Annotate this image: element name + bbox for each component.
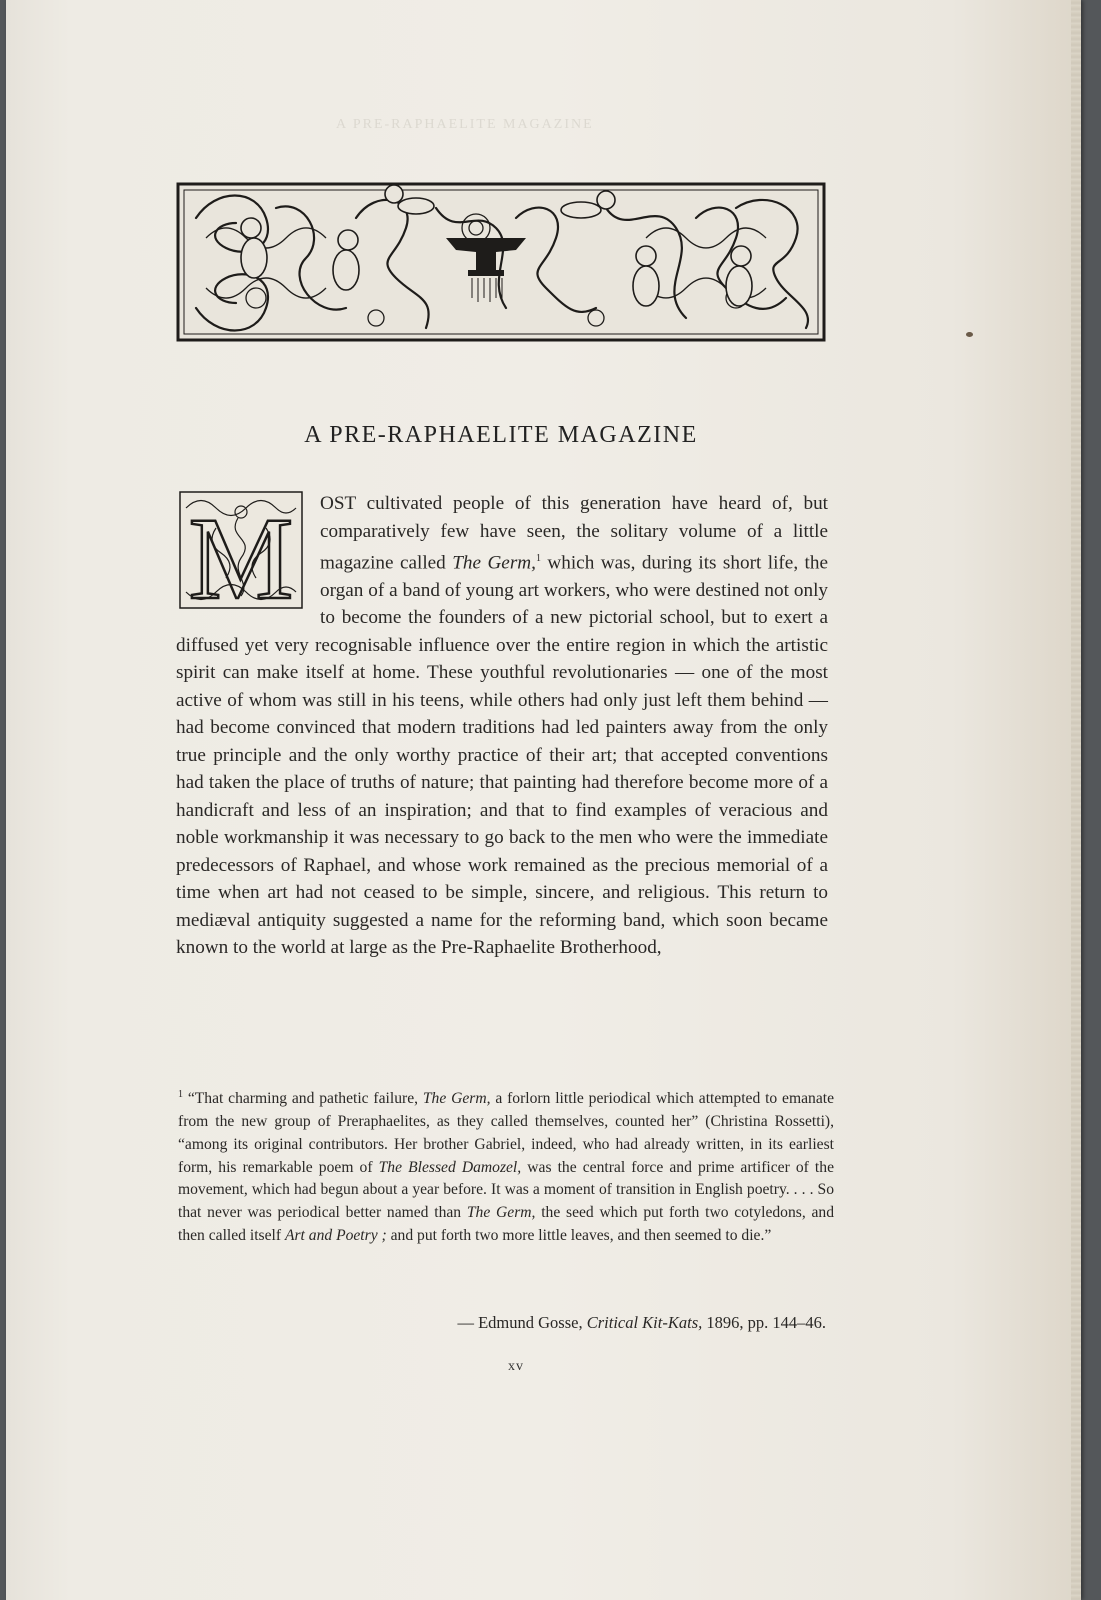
dropcap-letter: M bbox=[188, 493, 294, 612]
footnote-germ-title-1: The Germ, bbox=[422, 1090, 491, 1108]
ink-speck bbox=[966, 332, 973, 337]
decorative-headpiece bbox=[176, 178, 826, 346]
footnote-text-2: a forlorn little periodical which attempted to emanate from the new group of Preraphaelites, as they called themselves, counted her” (Christina Rossetti), “among its original contributors. Her brother Gabriel, indeed, who had already written, in its earliest form, his remarkable poem of bbox=[178, 1090, 834, 1176]
germ-title: The Germ, bbox=[452, 552, 536, 574]
footnote bbox=[178, 1084, 834, 1248]
page-edge bbox=[1071, 0, 1081, 1600]
attribution-suffix: 1896, pp. 144–46. bbox=[702, 1313, 826, 1332]
ornament-banner-image bbox=[176, 178, 826, 346]
footnote-reference: 1 bbox=[535, 553, 541, 564]
page-number: xv bbox=[508, 1359, 524, 1374]
footnote-art-poetry-title: Art and Poetry ; bbox=[284, 1226, 387, 1244]
footnote-attribution bbox=[346, 1313, 826, 1333]
footnote-text-5: and put forth two more little leaves, and then seemed to die.” bbox=[386, 1226, 772, 1244]
chapter-title: A PRE-RAPHAELITE MAGAZINE bbox=[304, 422, 698, 448]
dropcap-initial bbox=[176, 488, 306, 612]
body-paragraph bbox=[176, 490, 828, 962]
attribution-work-title: Critical Kit-Kats, bbox=[586, 1313, 703, 1332]
body-opening-text: OST cultivated people of this generation have heard of, but comparatively few have seen, the solitary volume of a little magazine called bbox=[320, 493, 828, 574]
footnote-germ-title-2: The Germ, bbox=[466, 1204, 536, 1222]
ornamental-initial-image bbox=[176, 488, 306, 612]
attribution-prefix: — Edmund Gosse, bbox=[457, 1313, 587, 1332]
bleed-through-running-head: A PRE-RAPHAELITE MAGAZINE bbox=[336, 117, 594, 132]
body-main-text: which was, during its short life, the organ of a band of young art workers, who were destined not only to become the founders of a new pictorial school, but to exert a diffused yet very recognisable influence over the entire region in which the artistic spirit can make itself at home. These youthful revolutionaries — one of the most active of whom was still in his teens, while others had only just left them behind — had become convinced that modern traditions had led painters away from the only true principle and the only worthy practice of their art; that accepted conventions had taken the place of truths of nature; that painting had therefore become more of a handicraft and less of an inspiration; and that to find examples of veracious and noble workmanship it was necessary to go back to the men who were the immediate predecessors of Raphael, and whose work remained as the precious memorial of a time when art had not ceased to be simple, sincere, and religious. This return to mediæval antiquity suggested a name for the reforming band, which soon became known to the world at large as the Pre-Raphaelite Brotherhood, bbox=[176, 552, 829, 959]
footnote-marker: 1 bbox=[178, 1089, 183, 1100]
footnote-text-3: was the central force and prime artificer of the movement, which had begun about a year before. It was a moment of transition in English poetry. . . . So that never was periodical better named than bbox=[178, 1158, 834, 1222]
book-page bbox=[6, 0, 1081, 1600]
footnote-text-4: the seed which put forth two cotyledons, and then called itself bbox=[178, 1204, 835, 1244]
footnote-damozel-title: The Blessed Damozel, bbox=[378, 1158, 522, 1176]
footnote-text-1: “That charming and pathetic failure, bbox=[183, 1090, 423, 1108]
